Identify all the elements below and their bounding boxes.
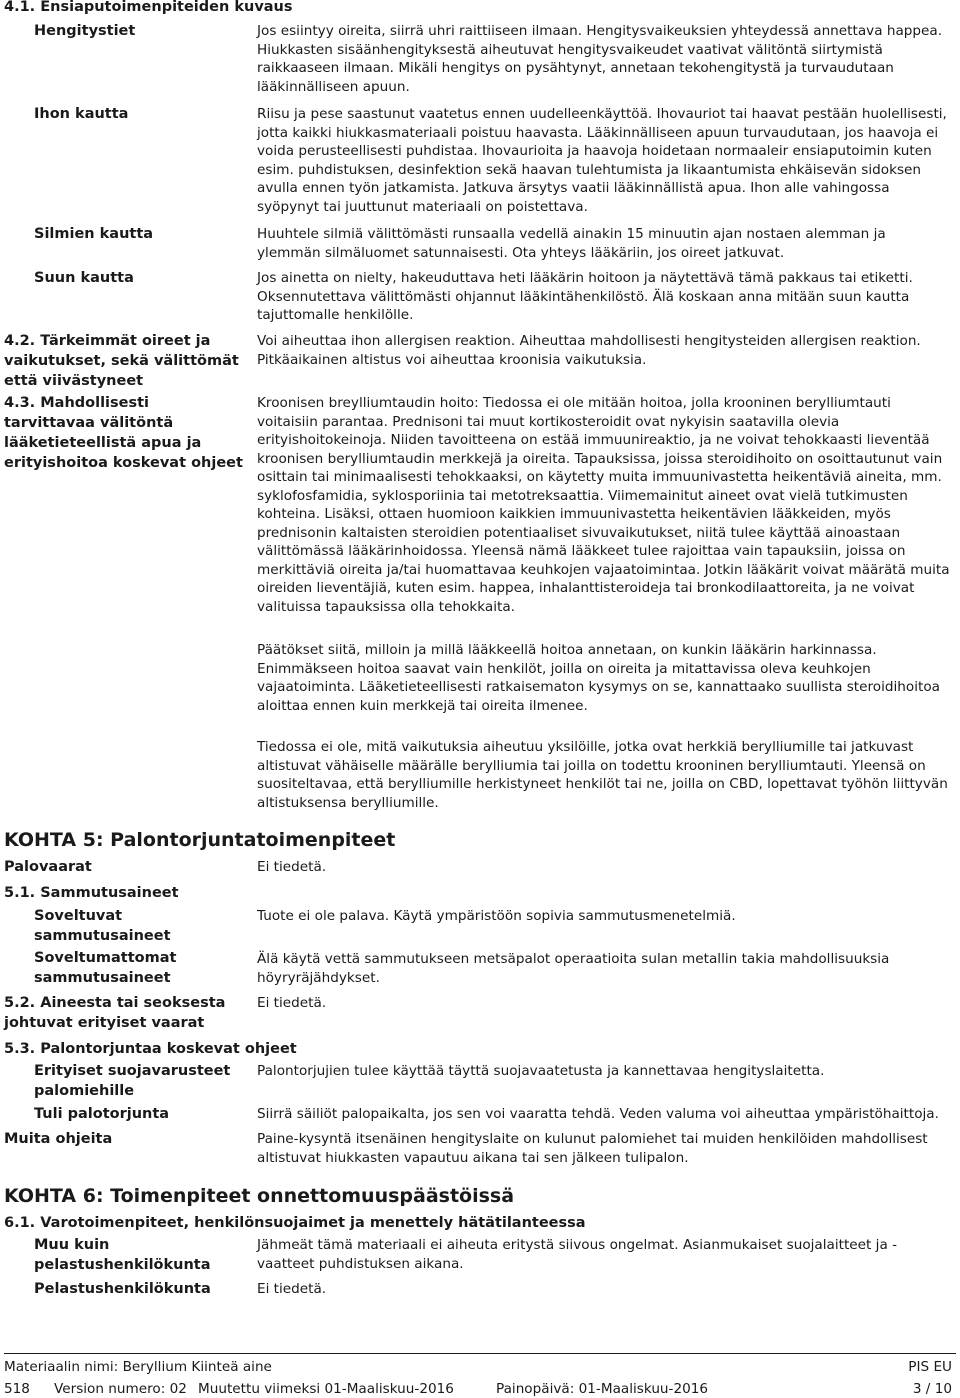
footer-revised-date: Muutettu viimeksi 01-Maaliskuu-2016 xyxy=(198,1381,454,1397)
section-5-1-label: 5.1. Sammutusaineet xyxy=(4,885,179,901)
skin-text: Riisu ja pese saastunut vaatetus ennen uudelleenkäyttöä. Ihovauriot tai haavat pestään huolellisesti, jotta kaikki hiukkasmateriaali poistuu haavasta. Lääkinnälliseen apuun turvaudutaan, jos haavoja ei voida perusteellisesti puhdistaa. Ihovaurioita ja haavoja hoidetaan normaaleir ensiaputoimin kuten esim. puhdistuksen, desinfektion sekä haavan tulehtumista ja likaantumista ehkäisevän sidoksen avulla ennen työn jatkamista. Jatkuva ärsytys vaatii lääkinnällistä apua. Ihon alle vahingossa syöpynyt tai juuttunut materiaali on poistettava. xyxy=(257,106,947,215)
section-4-3-paragraph-1: Kroonisen breylliumtaudin hoito: Tiedossa ei ole mitään hoitoa, jolla krooninen berylliumtauti voitaisiin parantaa. Prednisoni tai muut kortikosteroidit ovat nykyisin saatavilla olevia erityishoitokeinoja. Niiden tavoitteena on estää immuunireaktio, ja ne voivat tehokkaasti lieventää kroonisen berylliumtaudin merkkejä ja oireita. Tapauksissa, joissa steroidihoito on osoittautunut vain osittain tai minimaalisesti tehokkaaksi, on käytetty muita immuunivastetta heikentäviä aineita, mm. syklofosfamidia, syklosporiinia tai metotreksaattia. Viimemainitut aineet ovat vielä tutkimusten kohteina. Lisäksi, ottaen huomioon kaikkien immuunivastetta heikentävien lääkkeiden, myös prednisonin kaltaisten steroidien potentiaaliset sivuvaikutukset, niitä tulee käyttää ainoastaan välittömässä lääkärinhoidossa. Yleensä nämä lääkkeet tulee rajoittaa vain tapauksiin, joissa on merkittäviä oireita ja/tai huomattavaa keuhkojen vajaatoimintaa. Jotkin lääkärit voivat määrätä muita oireiden lieventäjiä, kuten esim. happea, inhalanttisteroideja tai bronkodilaattoreita, ja ne voivat valituissa tapauksissa olla tehokkaita. xyxy=(257,395,950,615)
fire-hazards-label: Palovaarat xyxy=(4,859,92,875)
footer-document-number: 518 xyxy=(4,1381,30,1397)
section-6-1-label: 6.1. Varotoimenpiteet, henkilönsuojaimet ja menettely hätätilanteessa xyxy=(4,1215,586,1231)
protective-equipment-value: Palontorjujien tulee käyttää täyttä suojavaatetusta ja kannettavaa hengityslaitetta. xyxy=(257,1063,825,1079)
inhalation-text: Jos esiintyy oireita, siirrä uhri raittiiseen ilmaan. Hengitysvaikeuksien yhteydessä annettava happea. Hiukkasten sisäänhengityksestä aiheutuvat hengitysvaikeudet vaativat välitöntä siirtymistä raikkaaseen ilmaan. Mikäli hengitys on pysähtynyt, annetaan tekohengitystä ja turvaudutaan lääkinnälliseen apuun. xyxy=(257,23,943,95)
firefighting-value: Siirrä säiliöt palopaikalta, jos sen voi vaaratta tehdä. Veden valuma voi aiheuttaa ympäristöhaittoja. xyxy=(257,1106,939,1122)
emergency-personnel-label: Pelastushenkilökunta xyxy=(34,1281,211,1297)
eyes-text: Huuhtele silmiä välittömästi runsaalla vedellä ainakin 15 minuutin ajan nostaen alemman ja ylemmän silmäluomet satunnaisesti. Ota yhteys lääkäriin, jos oireet jatkuvat. xyxy=(257,226,886,261)
mouth-label: Suun kautta xyxy=(34,270,134,286)
section-6-title: KOHTA 6: Toimenpiteet onnettomuuspäästöissä xyxy=(4,1185,515,1207)
footer-page-number: 3 / 10 xyxy=(912,1381,952,1397)
section-4-2-label: 4.2. Tärkeimmät oireet ja vaikutukset, sekä välittömät että viivästyneet xyxy=(4,333,239,389)
suitable-media-value: Tuote ei ole palava. Käytä ympäristöön sopivia sammutusmenetelmiä. xyxy=(257,908,736,924)
section-4-3-paragraph-2: Päätökset siitä, milloin ja millä lääkkeellä hoitoa annetaan, on kunkin lääkärin harkinnassa. Enimmäkseen hoitoa saavat vain henkilöt, joilla on oireita ja mitattavissa oleva keuhkojen vajaatoiminta. Lääketieteellisesti ratkaisematon kysymys on se, kannattaako suullista steroidihoitoa aloittaa ennen kuin merkkejä tai oireita ilmenee. xyxy=(257,642,940,714)
section-4-3-paragraph-3: Tiedossa ei ole, mitä vaikutuksia aiheutuu yksilöille, jotka ovat herkkiä berylliumille tai jatkuvast altistuvat vähäiselle määrälle berylliumia tai joilla on todettu krooninen berylliumtauti. Yleensä on suositeltavaa, että berylliumille herkistyneet henkilöt tai ne, joilla on CBD, lopettavat työhön liittyvän altistuksensa berylliumille. xyxy=(257,739,948,811)
section-4-3-label: 4.3. Mahdollisesti tarvittavaa välitöntä lääketieteellistä apua ja erityishoitoa koskevat ohjeet xyxy=(4,395,243,471)
suitable-media-label: Soveltuvat sammutusaineet xyxy=(34,908,171,944)
non-emergency-personnel-label: Muu kuin pelastushenkilökunta xyxy=(34,1237,211,1273)
footer-region: PIS EU xyxy=(908,1359,952,1375)
footer-version: Version numero: 02 xyxy=(54,1381,187,1397)
footer-print-date: Painopäivä: 01-Maaliskuu-2016 xyxy=(496,1381,709,1397)
footer-divider xyxy=(4,1353,956,1354)
section-4-1-heading: 4.1. Ensiaputoimenpiteiden kuvaus xyxy=(4,0,293,15)
section-5-title: KOHTA 5: Palontorjuntatoimenpiteet xyxy=(4,829,396,851)
skin-label: Ihon kautta xyxy=(34,106,129,122)
unsuitable-media-label: Soveltumattomat sammutusaineet xyxy=(34,950,177,986)
footer-material-name: Materiaalin nimi: Beryllium Kiinteä aine xyxy=(4,1359,272,1375)
fire-hazards-value: Ei tiedetä. xyxy=(257,859,327,875)
protective-equipment-label: Erityiset suojavarusteet palomiehille xyxy=(34,1063,231,1099)
section-5-3-label: 5.3. Palontorjuntaa koskevat ohjeet xyxy=(4,1041,297,1057)
section-5-2-label: 5.2. Aineesta tai seoksesta johtuvat erityiset vaarat xyxy=(4,995,226,1031)
section-5-2-value: Ei tiedetä. xyxy=(257,995,327,1011)
other-instructions-label: Muita ohjeita xyxy=(4,1131,113,1147)
other-instructions-value: Paine-kysyntä itsenäinen hengityslaite on kulunut palomiehet tai muiden henkilöiden mahdollisest altistuvat hiukkasten vapautuu aikana tai sen jälkeen tulipalon. xyxy=(257,1131,928,1166)
inhalation-label: Hengitystiet xyxy=(34,23,136,39)
mouth-text: Jos ainetta on nielty, hakeuduttava heti lääkärin hoitoon ja näytettävä tämä pakkaus tai etiketti. Oksennutettava välittömästi ohjannut lääkintähenkilöstö. Älä koskaan anna mitään suun kautta tajuttomalle henkilölle. xyxy=(257,270,913,323)
section-4-2-text: Voi aiheuttaa ihon allergisen reaktion. Aiheuttaa mahdollisesti hengitysteiden allergisen reaktion. Pitkäaikainen altistus voi aiheuttaa kroonisia vaikutuksia. xyxy=(257,333,921,368)
firefighting-label: Tuli palotorjunta xyxy=(34,1106,170,1122)
non-emergency-personnel-value: Jähmeät tämä materiaali ei aiheuta eritystä siivous ongelmat. Asianmukaiset suojalaitteet ja -vaatteet puhdistuksen aikana. xyxy=(257,1237,898,1272)
emergency-personnel-value: Ei tiedetä. xyxy=(257,1281,327,1297)
unsuitable-media-value: Älä käytä vettä sammutukseen metsäpalot operaatioita sulan metallin takia mahdollisuuksia höyryräjähdykset. xyxy=(257,951,890,986)
eyes-label: Silmien kautta xyxy=(34,226,154,242)
